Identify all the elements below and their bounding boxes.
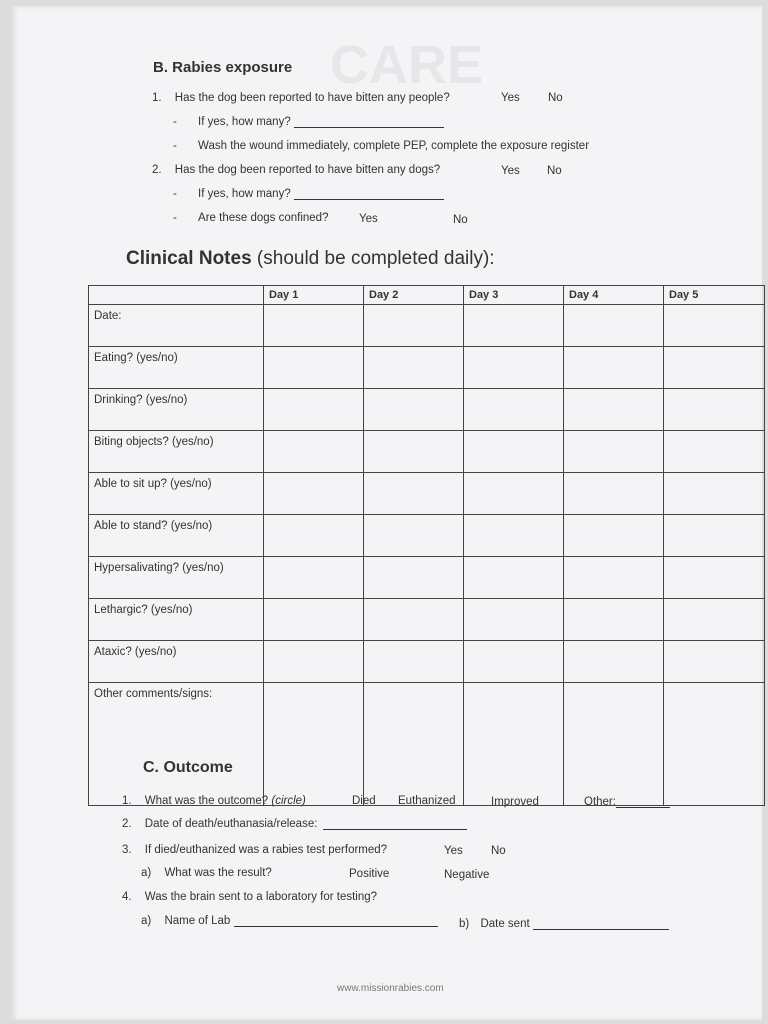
yes-option[interactable]: Yes: [501, 92, 520, 104]
column-header-day-2: Day 2: [364, 286, 464, 305]
question-c4a: [141, 915, 438, 927]
entry-cell[interactable]: [664, 641, 765, 683]
footer-url: www.missionrabies.com: [337, 983, 444, 994]
entry-cell[interactable]: [664, 599, 765, 641]
question-c3: [122, 844, 387, 856]
column-header-day-4: Day 4: [564, 286, 664, 305]
question-number: 2.: [122, 818, 132, 830]
entry-cell[interactable]: [664, 557, 765, 599]
table-row: [89, 473, 765, 515]
entry-cell[interactable]: [664, 431, 765, 473]
question-number: 2.: [152, 164, 162, 176]
row-label: Other comments/signs:: [89, 683, 264, 806]
comments-cell[interactable]: [364, 683, 464, 806]
yes-option[interactable]: Yes: [359, 213, 378, 225]
table-row-comments: [89, 683, 765, 806]
bleed-through-watermark: CARE: [330, 35, 484, 95]
other-label: Other:: [584, 796, 616, 808]
entry-cell[interactable]: [664, 515, 765, 557]
no-option[interactable]: No: [547, 165, 562, 177]
no-option[interactable]: No: [453, 214, 468, 226]
comments-cell[interactable]: [264, 683, 364, 806]
entry-cell[interactable]: [364, 431, 464, 473]
entry-cell[interactable]: [464, 431, 564, 473]
question-text: Date sent: [480, 918, 530, 930]
table-row: [89, 599, 765, 641]
entry-cell[interactable]: [564, 473, 664, 515]
section-b-title: B. Rabies exposure: [153, 59, 293, 76]
entry-cell[interactable]: [464, 599, 564, 641]
entry-cell[interactable]: [464, 515, 564, 557]
question-c3a: [141, 867, 272, 879]
comments-cell[interactable]: [664, 683, 765, 806]
question-c4b: [459, 918, 669, 930]
entry-cell[interactable]: [364, 557, 464, 599]
bullet: -: [173, 212, 177, 224]
bullet: -: [173, 188, 177, 200]
question-number: 1.: [152, 92, 162, 104]
table-row: [89, 431, 765, 473]
bullet: -: [173, 140, 177, 152]
entry-cell[interactable]: [264, 389, 364, 431]
entry-cell[interactable]: [264, 305, 364, 347]
entry-cell[interactable]: [264, 641, 364, 683]
entry-cell[interactable]: [264, 347, 364, 389]
entry-cell[interactable]: [664, 389, 765, 431]
no-option[interactable]: No: [548, 92, 563, 104]
result-option-positive[interactable]: Positive: [349, 868, 390, 880]
form-page: [10, 6, 762, 1020]
other-field[interactable]: [616, 796, 670, 808]
table-row: [89, 389, 765, 431]
question-text: Date of death/euthanasia/release:: [144, 818, 318, 830]
entry-cell[interactable]: [564, 389, 664, 431]
no-option[interactable]: No: [491, 845, 506, 857]
outcome-option-euthanized[interactable]: Euthanized: [398, 795, 456, 807]
entry-cell[interactable]: [364, 641, 464, 683]
entry-cell[interactable]: [564, 515, 664, 557]
entry-cell[interactable]: [664, 305, 765, 347]
entry-cell[interactable]: [564, 431, 664, 473]
outcome-option-improved[interactable]: Improved: [491, 796, 539, 808]
entry-cell[interactable]: [664, 347, 765, 389]
table-row: [89, 641, 765, 683]
question-text: Are these dogs confined?: [198, 212, 329, 224]
entry-cell[interactable]: [664, 473, 765, 515]
row-label: Able to stand? (yes/no): [89, 515, 264, 557]
question-c2: [122, 818, 467, 830]
question-text: If yes, how many?: [198, 188, 291, 200]
lab-name-field[interactable]: [234, 915, 438, 927]
outcome-option-died[interactable]: Died: [352, 795, 376, 807]
question-text: If died/euthanized was a rabies test performed?: [144, 844, 388, 856]
entry-cell[interactable]: [564, 641, 664, 683]
entry-cell[interactable]: [264, 515, 364, 557]
row-label: Ataxic? (yes/no): [89, 641, 264, 683]
row-label: Biting objects? (yes/no): [89, 431, 264, 473]
entry-cell[interactable]: [264, 473, 364, 515]
entry-cell[interactable]: [464, 557, 564, 599]
entry-cell[interactable]: [364, 515, 464, 557]
question-number: 3.: [122, 844, 132, 856]
column-header-day-5: Day 5: [664, 286, 765, 305]
row-label: Hypersalivating? (yes/no): [89, 557, 264, 599]
column-header-day-3: Day 3: [464, 286, 564, 305]
question-number: a): [141, 867, 152, 879]
entry-cell[interactable]: [564, 305, 664, 347]
question-text: If yes, how many?: [198, 116, 291, 128]
bullet: -: [173, 116, 177, 128]
question-number: 1.: [122, 795, 132, 807]
comments-cell[interactable]: [564, 683, 664, 806]
outcome-option-other[interactable]: [584, 796, 670, 808]
question-number: 4.: [122, 891, 132, 903]
yes-option[interactable]: Yes: [444, 845, 463, 857]
question-c4: [122, 891, 377, 903]
bitten-people-count-field[interactable]: [294, 116, 444, 128]
clinical-notes-title: [126, 248, 495, 270]
entry-cell[interactable]: [364, 305, 464, 347]
table-row: [89, 515, 765, 557]
result-option-negative[interactable]: Negative: [444, 869, 490, 881]
clinical-notes-title-rest: (should be completed daily):: [251, 248, 495, 269]
question-text: Has the dog been reported to have bitten any people?: [174, 92, 450, 104]
question-b1a: [173, 116, 444, 128]
question-number: b): [459, 918, 470, 930]
instruction-text: Wash the wound immediately, complete PEP, complete the exposure register: [198, 140, 590, 152]
entry-cell[interactable]: [364, 389, 464, 431]
question-b2b: [173, 212, 328, 224]
question-b1: [152, 92, 450, 104]
clinical-notes-title-bold: Clinical Notes: [126, 248, 252, 269]
row-label: Lethargic? (yes/no): [89, 599, 264, 641]
question-text: Name of Lab: [164, 915, 231, 927]
entry-cell[interactable]: [364, 347, 464, 389]
question-number: a): [141, 915, 152, 927]
entry-cell[interactable]: [464, 473, 564, 515]
question-text: What was the result?: [164, 867, 272, 879]
question-b1b: [173, 140, 589, 152]
bitten-dogs-count-field[interactable]: [294, 188, 444, 200]
entry-cell[interactable]: [464, 641, 564, 683]
question-text: Was the brain sent to a laboratory for testing?: [144, 891, 378, 903]
table-row: [89, 347, 765, 389]
clinical-notes-table: [88, 285, 765, 806]
comments-cell[interactable]: [464, 683, 564, 806]
question-b2a: [173, 188, 444, 200]
entry-cell[interactable]: [464, 305, 564, 347]
yes-option[interactable]: Yes: [501, 165, 520, 177]
row-label: Drinking? (yes/no): [89, 389, 264, 431]
entry-cell[interactable]: [364, 599, 464, 641]
table-row: [89, 557, 765, 599]
entry-cell[interactable]: [264, 599, 364, 641]
question-c1: [122, 795, 306, 807]
entry-cell[interactable]: [264, 431, 364, 473]
question-text: Has the dog been reported to have bitten any dogs?: [174, 164, 441, 176]
entry-cell[interactable]: [564, 599, 664, 641]
entry-cell[interactable]: [464, 389, 564, 431]
table-row: [89, 305, 765, 347]
table-header-row: [89, 286, 765, 305]
row-label: Date:: [89, 305, 264, 347]
question-text: What was the outcome?: [144, 795, 269, 807]
section-c-title: C. Outcome: [143, 759, 233, 776]
row-label: Eating? (yes/no): [89, 347, 264, 389]
date-sent-field[interactable]: [533, 918, 669, 930]
column-header-day-1: Day 1: [264, 286, 364, 305]
row-label: Able to sit up? (yes/no): [89, 473, 264, 515]
entry-cell[interactable]: [564, 557, 664, 599]
entry-cell[interactable]: [564, 347, 664, 389]
entry-cell[interactable]: [464, 347, 564, 389]
corner-cell: [89, 286, 264, 305]
date-of-death-field[interactable]: [323, 818, 467, 830]
question-hint: (circle): [271, 795, 306, 807]
question-b2: [152, 164, 440, 176]
entry-cell[interactable]: [364, 473, 464, 515]
entry-cell[interactable]: [264, 557, 364, 599]
